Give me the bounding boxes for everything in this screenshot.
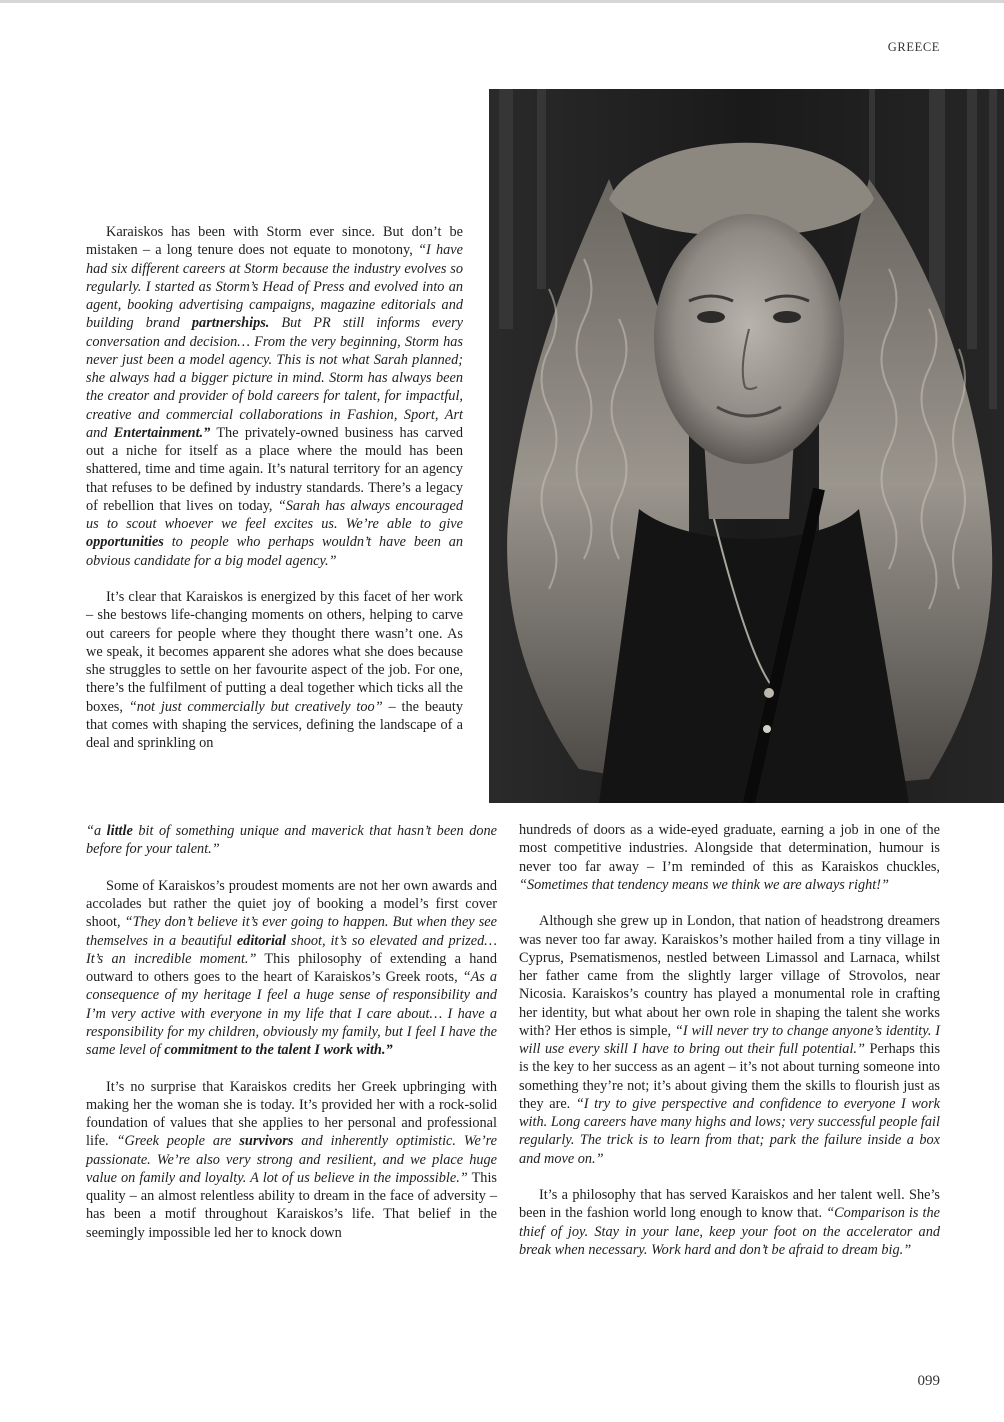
p6-quote-1: “Comparison is the thief of joy. Stay in your lane, keep your foot on the accelerator and break when necessary. Work hard and don’t be afraid to dream big.” <box>519 1205 940 1258</box>
p2-quote-2-emphasis: little <box>106 823 133 839</box>
page-number: 099 <box>917 1373 940 1389</box>
p1-quote-3: “Sarah has always encouraged us to scout whoever we feel excites us. We’re able to give <box>86 497 463 532</box>
p4-text-a: It’s no surprise that Karaiskos credits her Greek upbringing with making her the woman she is today. It’s provided her with a rock-solid foundation of values that she applies to her personal and professional life. <box>86 1078 497 1150</box>
p3-quote-2: shoot, it’s so elevated and prized… It’s an incredible moment.” <box>86 932 497 967</box>
left-column-bottom <box>86 822 497 1242</box>
page-top-border <box>0 0 1004 3</box>
p1-quote-2-emphasis: Entertainment.” <box>113 424 211 441</box>
p2-text-b: she adores what she does because she struggles to settle on her favourite aspect of the job. For one, there’s the fulfilment of putting a deal together which ticks all the boxes, <box>86 643 463 715</box>
p2-quote-2: “a <box>86 823 107 839</box>
p2-text-c: – the beauty that comes with shaping the services, defining the landscape of a deal and sprinkling on <box>86 698 463 751</box>
p3-text-a: Some of Karaiskos’s proudest moments are not her own awards and accolades but rather the quiet joy of booking a model’s first cover shoot, <box>86 877 497 931</box>
section-label: GREECE <box>887 40 940 54</box>
p6-text-a: It’s a philosophy that has served Karaiskos and her talent well. She’s been in the fashion world long enough to know that. <box>519 1187 940 1222</box>
p3-quote-3-emphasis: commitment to the talent I work with.” <box>164 1042 393 1058</box>
paragraph-2 <box>86 588 463 752</box>
p4-end-text-a: hundreds of doors as a wide-eyed graduate, earning a job in one of the most competitive industries. Alongside that determination, humour is never too far away – I’m reminded of this as Karaiskos chuckles, <box>519 822 940 875</box>
p5-word-ethos: ethos <box>579 1022 613 1038</box>
p1-text-a: Karaiskos has been with Storm ever since. But don’t be mistaken – a long tenure does not equate to monotony, <box>86 224 463 259</box>
p3-text-b: This philosophy of extending a hand outward to others goes to the heart of Karaiskos’s Greek roots, <box>86 950 497 985</box>
paragraph-1 <box>86 223 463 570</box>
portrait-photo-illustration <box>489 89 1004 803</box>
paragraph-4 <box>86 1078 497 1242</box>
p5-text-b: is simple, <box>612 1022 675 1039</box>
p4-quote-1: “Greek people are <box>116 1133 240 1150</box>
p4-text-b: This quality – an almost relentless ability to dream in the face of adversity – has been a motif throughout Karaiskos’s life. That belief in the seemingly impossible led her to knock down <box>86 1169 497 1241</box>
paragraph-2-end <box>86 822 497 859</box>
left-column-top <box>86 223 463 752</box>
p4-quote-1-emphasis: survivors <box>239 1133 294 1150</box>
paragraph-5 <box>519 912 940 1168</box>
p5-quote-1: “I will never try to change anyone’s identity. I will use every skill I have to bring out their full potential.” <box>519 1022 940 1057</box>
p1-text-b: The privately-owned business has carved out a niche for itself as a place where the mould has been shattered, time and time again. It’s natural territory for an agency that refuses to be defined by industry standards. There’s a legacy of rebellion that lives on today, <box>86 424 463 514</box>
paragraph-3 <box>86 877 497 1060</box>
p5-quote-2: “I try to give perspective and confidence to everyone I work with. Long careers have many highs and lows; very successful people fail regularly. The trick is to learn from that; park the failure inside a box and move on.” <box>519 1095 940 1167</box>
p5-text-a: Although she grew up in London, that nation of headstrong dreamers was never too far away. Karaiskos’s mother hailed from a tiny village in Cyprus, Psematismenos, nestled between Limassol and Larnaca, whilst her father came from the slightly larger village of Strovolos, near Nicosia. Karaiskos’s country has played a monumental role in crafting her identity, but what about her own role in shaping the talent she works with? Her <box>519 913 940 1039</box>
p2-quote-1: “not just commercially but creatively too” <box>128 698 383 715</box>
p4-end-quote-1: “Sometimes that tendency means we think we are always right!” <box>519 876 889 893</box>
p1-quote-1-emphasis: partnerships. <box>191 315 270 332</box>
p1-quote-1: “I have had six different careers at Storm because the industry evolves so regularly. I started as Storm’s Head of Press and evolved into an agent, booking advertising campaigns, magazine editorials and building brand <box>86 242 463 332</box>
p3-quote-1-emphasis: editorial <box>236 932 287 949</box>
p2-text-a: It’s clear that Karaiskos is energized by this facet of her work – she bestows life-changing moments on others, helping to carve out careers for people where they thought there wasn’t one. As we speak, it becomes <box>86 589 463 660</box>
p2-word-apparent: apparent <box>212 643 265 659</box>
right-column <box>519 821 940 1259</box>
paragraph-4-end <box>519 821 940 894</box>
paragraph-6 <box>519 1186 940 1259</box>
p2-quote-3: bit of something unique and maverick that hasn’t been done before for your talent.” <box>86 823 497 858</box>
p1-quote-4: to people who perhaps wouldn’t have been an obvious candidate for a big model agency.” <box>86 534 463 569</box>
p1-quote-3-emphasis: opportunities <box>86 534 164 551</box>
p1-quote-2: But PR still informs every conversation and decision… From the very beginning, Storm has never just been a model agency. This is not what Sarah planned; she always had a bigger picture in mind. Storm has always been the creator and provider of bold careers for talent, for impactful, creative and commercial collaborations in Fashion, Sport, Art and <box>86 315 463 441</box>
p3-quote-1: “They don’t believe it’s ever going to happen. But when they see themselves in a beautiful <box>86 914 497 949</box>
portrait-photo <box>489 89 1004 803</box>
p4-quote-2: and inherently optimistic. We’re passionate. We’re also very strong and resilient, and we place huge value on family and loyalty. A lot of us believe in the impossible.” <box>86 1133 497 1186</box>
p5-text-c: Perhaps this is the key to her success as an agent – it’s not about turning someone into something they’re not; it’s about giving them the skills to flourish just as they are. <box>519 1041 941 1112</box>
p3-quote-3: “As a consequence of my heritage I feel a huge sense of responsibility and I’m very active with everyone in my life that I care about… I have a responsibility for my children, obviously my family, but I feel I have the same level of <box>86 969 497 1058</box>
